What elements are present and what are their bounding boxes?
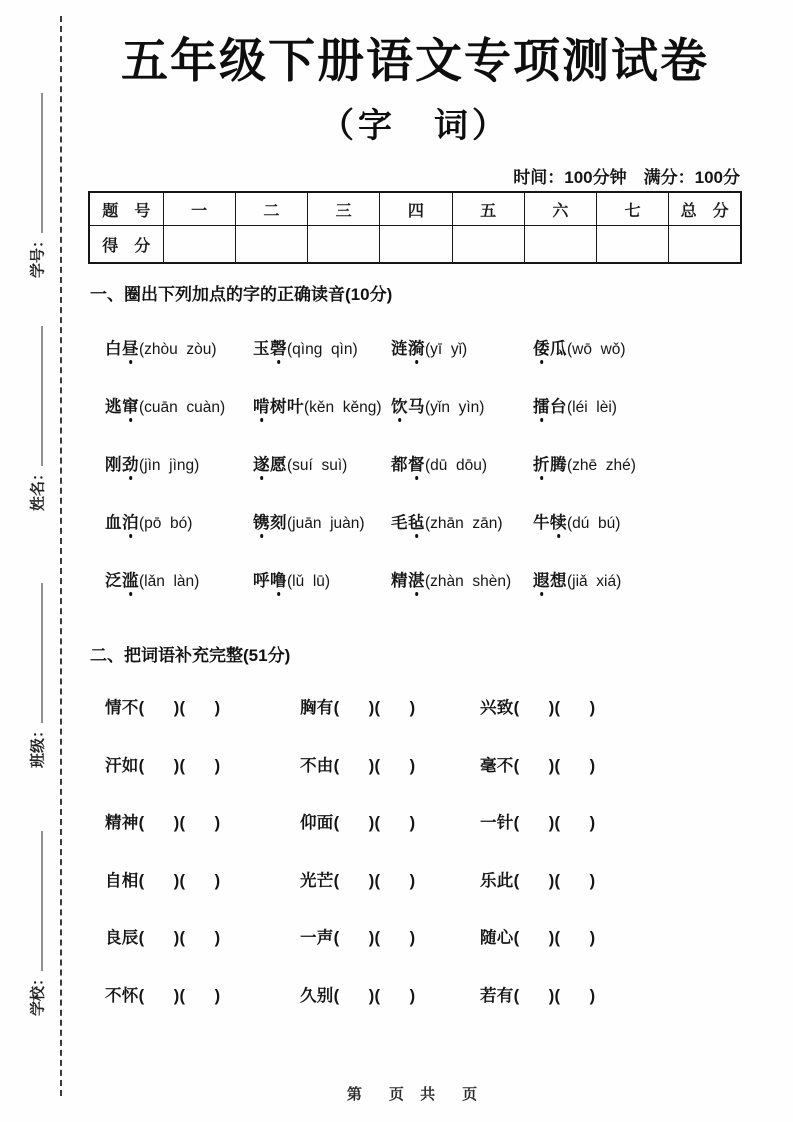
pinyin-choice-item (253, 335, 391, 359)
word-char: 劲 (122, 451, 139, 475)
score-cell-8 (669, 226, 741, 264)
word-char: 白 (105, 340, 122, 359)
word-completion-item: 汗如( )( ) (105, 756, 221, 775)
word-char: 呼 (253, 572, 270, 591)
school-field-blank-line (38, 831, 43, 971)
word-completion-item: 仰面( )( ) (300, 814, 416, 833)
dotted-word (391, 514, 425, 532)
score-cell-7 (597, 226, 669, 264)
dotted-word (533, 456, 567, 474)
score-cell-5 (452, 226, 524, 264)
word-char: 台 (550, 398, 567, 417)
completion-row (105, 694, 742, 752)
word-char: 擂 (533, 393, 550, 417)
word-char: 滥 (122, 567, 139, 591)
pinyin-choice-item (253, 509, 391, 533)
pinyin-choice-item (253, 567, 391, 591)
pinyin-row (105, 393, 742, 451)
score-cell-6 (524, 226, 596, 264)
score-table-column-4: 四 (380, 192, 452, 226)
word-completion-item: 毫不( )( ) (480, 756, 596, 775)
student-id-field-blank-line (38, 93, 43, 233)
pinyin-choice-item (105, 393, 253, 417)
pinyin-choice-item (533, 335, 742, 359)
score-table-header-row (89, 192, 741, 226)
score-table-column-3: 三 (308, 192, 380, 226)
word-completion-item: 若有( )( ) (480, 986, 596, 1005)
word-char: 遐 (533, 567, 550, 591)
pinyin-options: (dú bú) (567, 515, 621, 533)
pinyin-row (105, 509, 742, 567)
pinyin-choice-item (533, 393, 742, 417)
pinyin-choice-item (105, 335, 253, 359)
pinyin-choice-item (105, 567, 253, 591)
dotted-word (105, 398, 139, 416)
dotted-word (253, 340, 287, 358)
word-char: 瓜 (550, 340, 567, 359)
pinyin-options: (juān juàn) (287, 515, 365, 533)
pinyin-choice-item (391, 335, 533, 359)
dotted-word (253, 514, 287, 532)
pinyin-options: (suí suì) (287, 457, 348, 475)
pinyin-options: (pō bó) (139, 515, 193, 533)
score-cell-4 (380, 226, 452, 264)
word-char: 督 (408, 451, 425, 475)
seal-dashed-line (60, 16, 62, 1096)
dotted-word (253, 398, 304, 416)
word-char: 毛 (391, 514, 408, 533)
pinyin-options: (léi lèi) (567, 399, 617, 417)
word-completion-item: 胸有( )( ) (300, 699, 416, 718)
word-char: 玉 (253, 340, 270, 359)
completion-row (105, 924, 742, 982)
score-table-column-6: 六 (524, 192, 596, 226)
pinyin-choice-item (105, 509, 253, 533)
score-table-column-7: 七 (597, 192, 669, 226)
score-table-header-label: 题 号 (89, 192, 163, 226)
word-completion-item: 兴致( )( ) (480, 699, 596, 718)
word-char: 饮 (391, 393, 408, 417)
word-char: 遂 (253, 451, 270, 475)
score-table-column-8: 总 分 (669, 192, 741, 226)
word-char: 泛 (105, 572, 122, 591)
pinyin-options: (lǔ lū) (287, 573, 331, 591)
pinyin-row (105, 335, 742, 393)
pinyin-options: (yī yǐ) (425, 341, 468, 359)
word-char: 叶 (287, 398, 304, 417)
name-field-inner (27, 326, 48, 511)
name-field-blank-line (38, 326, 43, 466)
word-completion-item: 不怀( )( ) (105, 986, 221, 1005)
word-completion-item: 随心( )( ) (480, 929, 596, 948)
pinyin-options: (jiǎ xiá) (567, 573, 622, 591)
class-field-blank-line (38, 583, 43, 723)
word-char: 啃 (253, 393, 270, 417)
word-char: 愿 (270, 456, 287, 475)
pinyin-choice-item (105, 451, 253, 475)
paper-subtitle: （字 词） (320, 107, 510, 146)
word-char: 想 (550, 572, 567, 591)
word-char: 镌 (253, 509, 270, 533)
pinyin-choice-item (533, 509, 742, 533)
completion-row (105, 752, 742, 810)
section2-completion-items (105, 694, 742, 1039)
word-char: 窜 (122, 393, 139, 417)
word-char: 折 (533, 451, 550, 475)
score-table (88, 191, 742, 264)
word-completion-item: 良辰( )( ) (105, 929, 221, 948)
word-completion-item: 乐此( )( ) (480, 871, 596, 890)
dotted-word (391, 572, 425, 590)
pinyin-choice-item (391, 509, 533, 533)
dotted-word (105, 572, 139, 590)
pinyin-choice-item (391, 451, 533, 475)
time-score-info: 时间：100分钟 满分：100分 (513, 168, 740, 188)
pinyin-options: (jìn jìng) (139, 457, 200, 475)
name-field-label: 姓名： (29, 465, 47, 512)
dotted-word (391, 456, 425, 474)
word-char: 湛 (408, 567, 425, 591)
word-char: 刚 (105, 456, 122, 475)
pinyin-options: (zhān zān) (425, 515, 503, 533)
completion-row (105, 867, 742, 925)
pinyin-choice-item (253, 393, 391, 417)
paper-content (88, 0, 742, 1039)
word-completion-item: 精神( )( ) (105, 814, 221, 833)
score-cell-3 (308, 226, 380, 264)
word-char: 都 (391, 456, 408, 475)
score-cell-2 (235, 226, 307, 264)
word-completion-item: 一针( )( ) (480, 814, 596, 833)
school-field-inner (27, 831, 48, 1016)
dotted-word (253, 456, 287, 474)
pinyin-options: (zhòu zòu) (139, 341, 217, 359)
school-field-label: 学校： (29, 970, 47, 1017)
dotted-word (533, 398, 567, 416)
word-char: 马 (408, 398, 425, 417)
pinyin-options: (lǎn làn) (139, 573, 200, 591)
section2-heading: 二、把词语补充完整(51分) (90, 646, 291, 666)
word-char: 树 (270, 398, 287, 417)
word-completion-item: 一声( )( ) (300, 929, 416, 948)
dotted-word (105, 340, 139, 358)
score-table-column-1: 一 (163, 192, 235, 226)
pinyin-options: (qìng qìn) (287, 341, 358, 359)
paper-title: 五年级下册语文专项测试卷 (121, 34, 709, 87)
word-completion-item: 不由( )( ) (300, 756, 416, 775)
word-char: 泊 (122, 509, 139, 533)
word-char: 倭 (533, 335, 550, 359)
student-id-field-inner (27, 93, 48, 278)
section1-pinyin-items (105, 335, 742, 625)
pinyin-choice-item (533, 567, 742, 591)
word-char: 犊 (550, 509, 567, 533)
word-char: 涟 (391, 340, 408, 359)
score-table-score-row (89, 226, 741, 264)
score-table-column-5: 五 (452, 192, 524, 226)
word-char: 血 (105, 514, 122, 533)
dotted-word (533, 572, 567, 590)
section1-heading: 一、圈出下列加点的字的正确读音(10分) (90, 285, 393, 305)
class-field-inner (27, 583, 48, 768)
word-char: 牛 (533, 514, 550, 533)
dotted-word (533, 340, 567, 358)
pinyin-row (105, 567, 742, 625)
page-footer: 第 页 共 页 (346, 1086, 484, 1103)
pinyin-options: (yǐn yìn) (425, 399, 485, 417)
word-char: 磬 (270, 335, 287, 359)
word-completion-item: 情不( )( ) (105, 699, 221, 718)
dotted-word (253, 572, 287, 590)
dotted-word (391, 340, 425, 358)
pinyin-choice-item (253, 451, 391, 475)
word-completion-item: 久别( )( ) (300, 986, 416, 1005)
score-table-column-2: 二 (235, 192, 307, 226)
pinyin-choice-item (533, 451, 742, 475)
pinyin-options: (kěn kěng) (304, 399, 382, 417)
score-table-score-label: 得 分 (89, 226, 163, 264)
word-char: 逃 (105, 398, 122, 417)
dotted-word (391, 398, 425, 416)
pinyin-options: (zhē zhé) (567, 457, 636, 475)
class-field-label: 班级： (29, 722, 47, 769)
pinyin-options: (dū dōu) (425, 457, 488, 475)
student-id-field-label: 学号： (29, 232, 47, 279)
word-char: 毡 (408, 509, 425, 533)
score-cell-1 (163, 226, 235, 264)
dotted-word (105, 514, 139, 532)
dotted-word (533, 514, 567, 532)
pinyin-options: (wō wǒ) (567, 341, 626, 359)
dotted-word (105, 456, 139, 474)
word-char: 刻 (270, 514, 287, 533)
pinyin-options: (zhàn shèn) (425, 573, 512, 591)
word-char: 漪 (408, 335, 425, 359)
word-char: 昼 (122, 335, 139, 359)
word-completion-item: 自相( )( ) (105, 871, 221, 890)
completion-row (105, 982, 742, 1040)
pinyin-options: (cuān cuàn) (139, 399, 226, 417)
word-completion-item: 光芒( )( ) (300, 871, 416, 890)
word-char: 腾 (550, 456, 567, 475)
pinyin-choice-item (391, 393, 533, 417)
word-char: 噜 (270, 567, 287, 591)
word-char: 精 (391, 572, 408, 591)
completion-row (105, 809, 742, 867)
pinyin-choice-item (391, 567, 533, 591)
pinyin-row (105, 451, 742, 509)
